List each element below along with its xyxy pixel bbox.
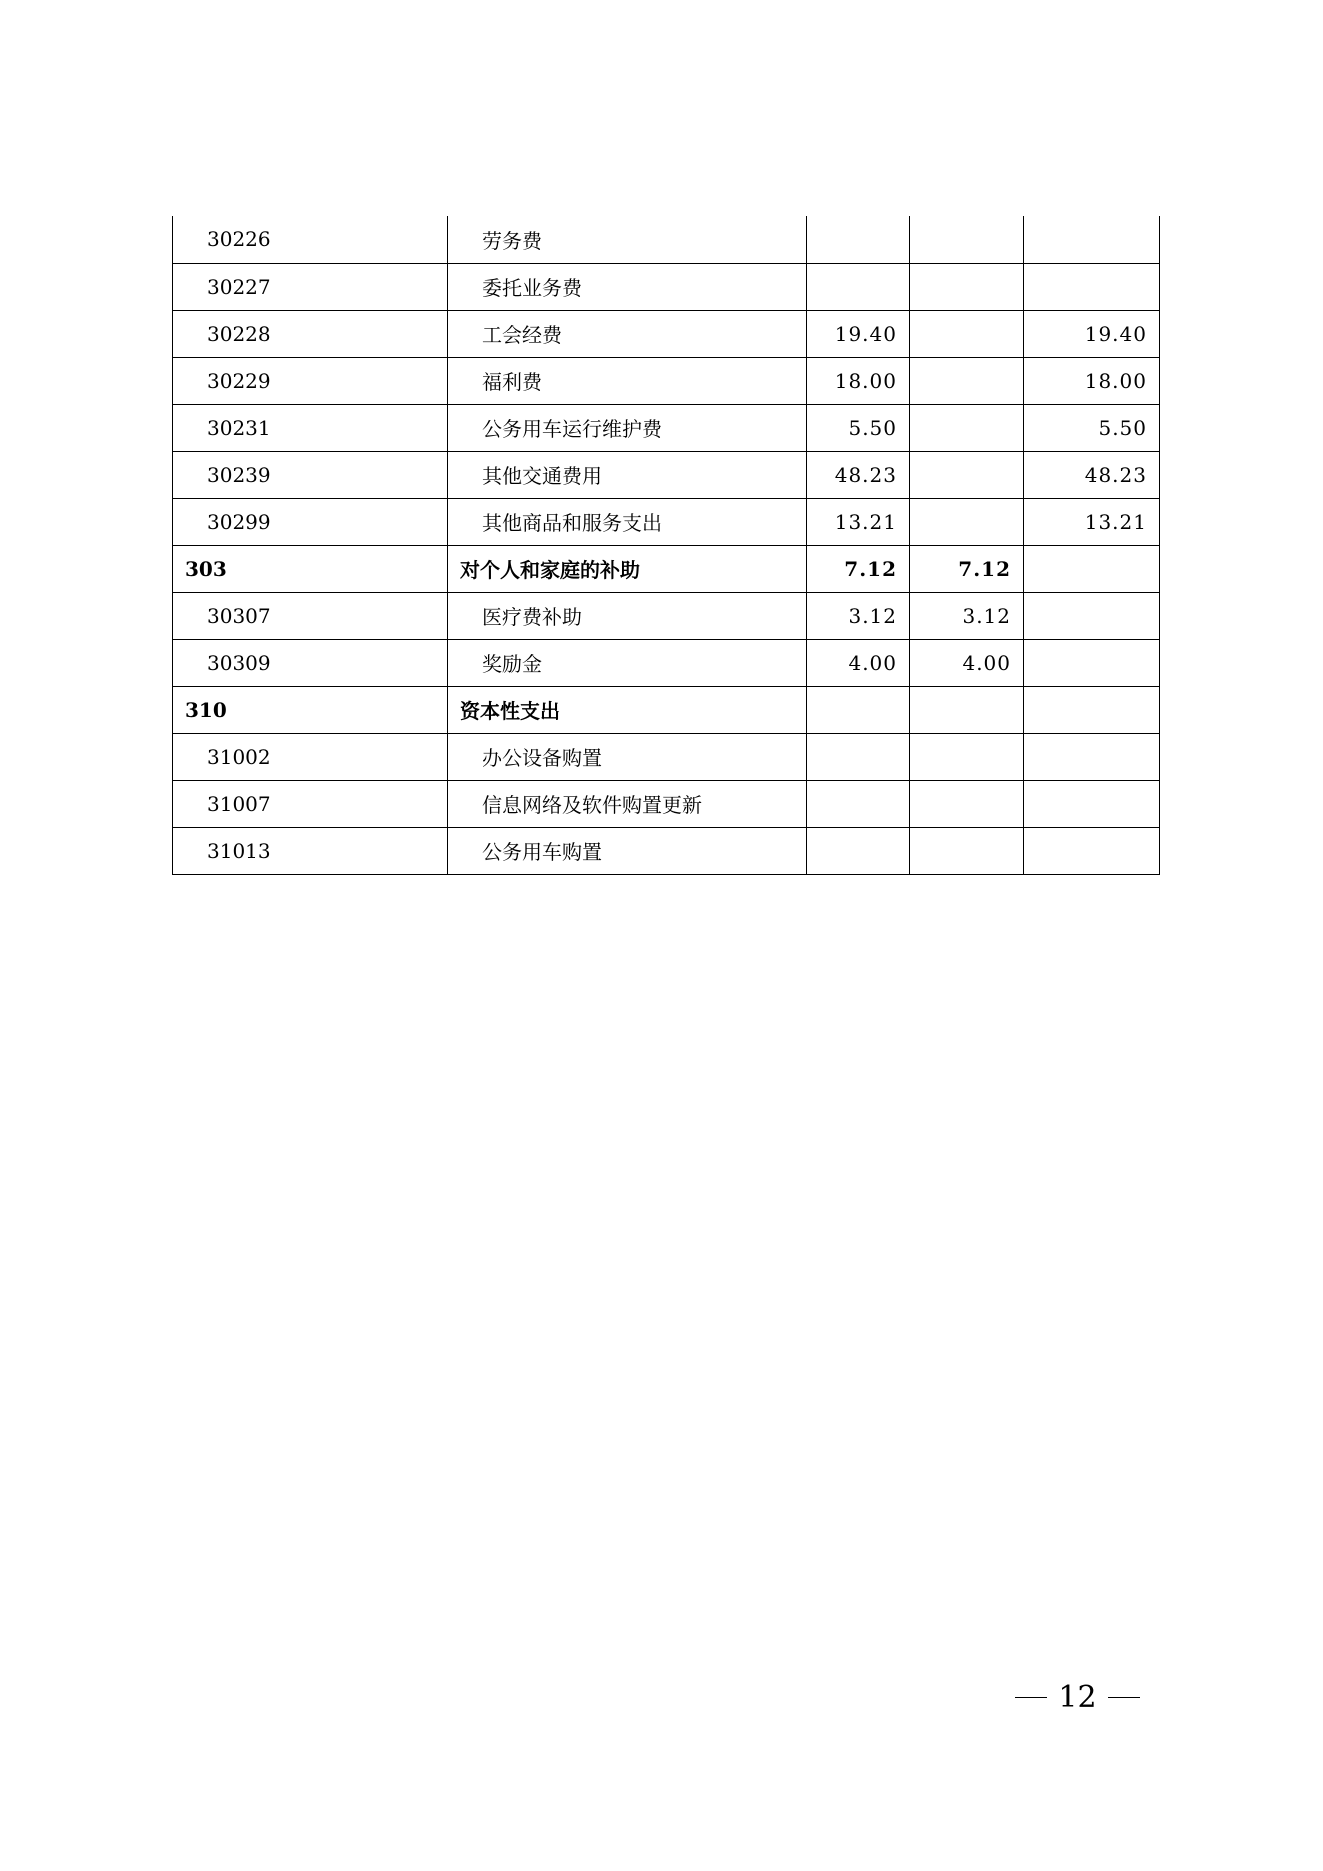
- table-body: [173, 216, 1160, 874]
- total-cell: [807, 780, 910, 827]
- code-cell: 30227: [173, 263, 448, 310]
- table-row: [173, 451, 1160, 498]
- left-dash: [1015, 1697, 1047, 1698]
- table-row: [173, 545, 1160, 592]
- table-row: [173, 592, 1160, 639]
- name-cell: 公务用车购置: [448, 827, 807, 874]
- total-cell: [807, 686, 910, 733]
- basic-cell: [910, 310, 1024, 357]
- project-cell: [1024, 263, 1160, 310]
- basic-cell: 3.12: [910, 592, 1024, 639]
- project-cell: 5.50: [1024, 404, 1160, 451]
- code-cell: 30299: [173, 498, 448, 545]
- code-cell: 30307: [173, 592, 448, 639]
- name-cell: 公务用车运行维护费: [448, 404, 807, 451]
- basic-cell: [910, 263, 1024, 310]
- name-cell: 办公设备购置: [448, 733, 807, 780]
- basic-cell: [910, 357, 1024, 404]
- name-cell: 工会经费: [448, 310, 807, 357]
- table-row: [173, 780, 1160, 827]
- basic-cell: [910, 733, 1024, 780]
- table-row: [173, 310, 1160, 357]
- table-row: [173, 216, 1160, 263]
- table-row: [173, 498, 1160, 545]
- table-row: [173, 263, 1160, 310]
- name-cell: 福利费: [448, 357, 807, 404]
- project-cell: [1024, 827, 1160, 874]
- total-cell: 13.21: [807, 498, 910, 545]
- project-cell: [1024, 733, 1160, 780]
- name-cell: 信息网络及软件购置更新: [448, 780, 807, 827]
- code-cell: 31013: [173, 827, 448, 874]
- total-cell: 5.50: [807, 404, 910, 451]
- project-cell: [1024, 545, 1160, 592]
- table-row: [173, 733, 1160, 780]
- name-cell: 对个人和家庭的补助: [448, 545, 807, 592]
- page-number: 12: [1058, 1680, 1097, 1715]
- total-cell: 18.00: [807, 357, 910, 404]
- project-cell: [1024, 592, 1160, 639]
- expenditure-table: [172, 216, 1160, 875]
- basic-cell: [910, 216, 1024, 263]
- basic-cell: [910, 827, 1024, 874]
- table-row: [173, 639, 1160, 686]
- basic-cell: 4.00: [910, 639, 1024, 686]
- basic-cell: [910, 686, 1024, 733]
- total-cell: [807, 733, 910, 780]
- name-cell: 劳务费: [448, 216, 807, 263]
- total-cell: 48.23: [807, 451, 910, 498]
- name-cell: 奖励金: [448, 639, 807, 686]
- name-cell: 资本性支出: [448, 686, 807, 733]
- code-cell: 31007: [173, 780, 448, 827]
- table-row: [173, 357, 1160, 404]
- total-cell: 4.00: [807, 639, 910, 686]
- code-cell: 30239: [173, 451, 448, 498]
- project-cell: 19.40: [1024, 310, 1160, 357]
- code-cell: 310: [173, 686, 448, 733]
- right-dash: [1108, 1697, 1140, 1698]
- code-cell: 30228: [173, 310, 448, 357]
- table-row: [173, 404, 1160, 451]
- project-cell: [1024, 639, 1160, 686]
- basic-cell: [910, 404, 1024, 451]
- total-cell: [807, 216, 910, 263]
- name-cell: 其他商品和服务支出: [448, 498, 807, 545]
- code-cell: 31002: [173, 733, 448, 780]
- project-cell: 48.23: [1024, 451, 1160, 498]
- project-cell: [1024, 780, 1160, 827]
- basic-cell: [910, 498, 1024, 545]
- table-row: [173, 686, 1160, 733]
- total-cell: 3.12: [807, 592, 910, 639]
- project-cell: 18.00: [1024, 357, 1160, 404]
- total-cell: [807, 827, 910, 874]
- code-cell: 30231: [173, 404, 448, 451]
- basic-cell: [910, 451, 1024, 498]
- code-cell: 30229: [173, 357, 448, 404]
- name-cell: 委托业务费: [448, 263, 807, 310]
- code-cell: 303: [173, 545, 448, 592]
- project-cell: [1024, 686, 1160, 733]
- name-cell: 医疗费补助: [448, 592, 807, 639]
- table-row: [173, 827, 1160, 874]
- code-cell: 30309: [173, 639, 448, 686]
- project-cell: 13.21: [1024, 498, 1160, 545]
- code-cell: 30226: [173, 216, 448, 263]
- name-cell: 其他交通费用: [448, 451, 807, 498]
- basic-cell: 7.12: [910, 545, 1024, 592]
- basic-cell: [910, 780, 1024, 827]
- page-number-footer: [1015, 1680, 1140, 1715]
- total-cell: [807, 263, 910, 310]
- total-cell: 7.12: [807, 545, 910, 592]
- total-cell: 19.40: [807, 310, 910, 357]
- project-cell: [1024, 216, 1160, 263]
